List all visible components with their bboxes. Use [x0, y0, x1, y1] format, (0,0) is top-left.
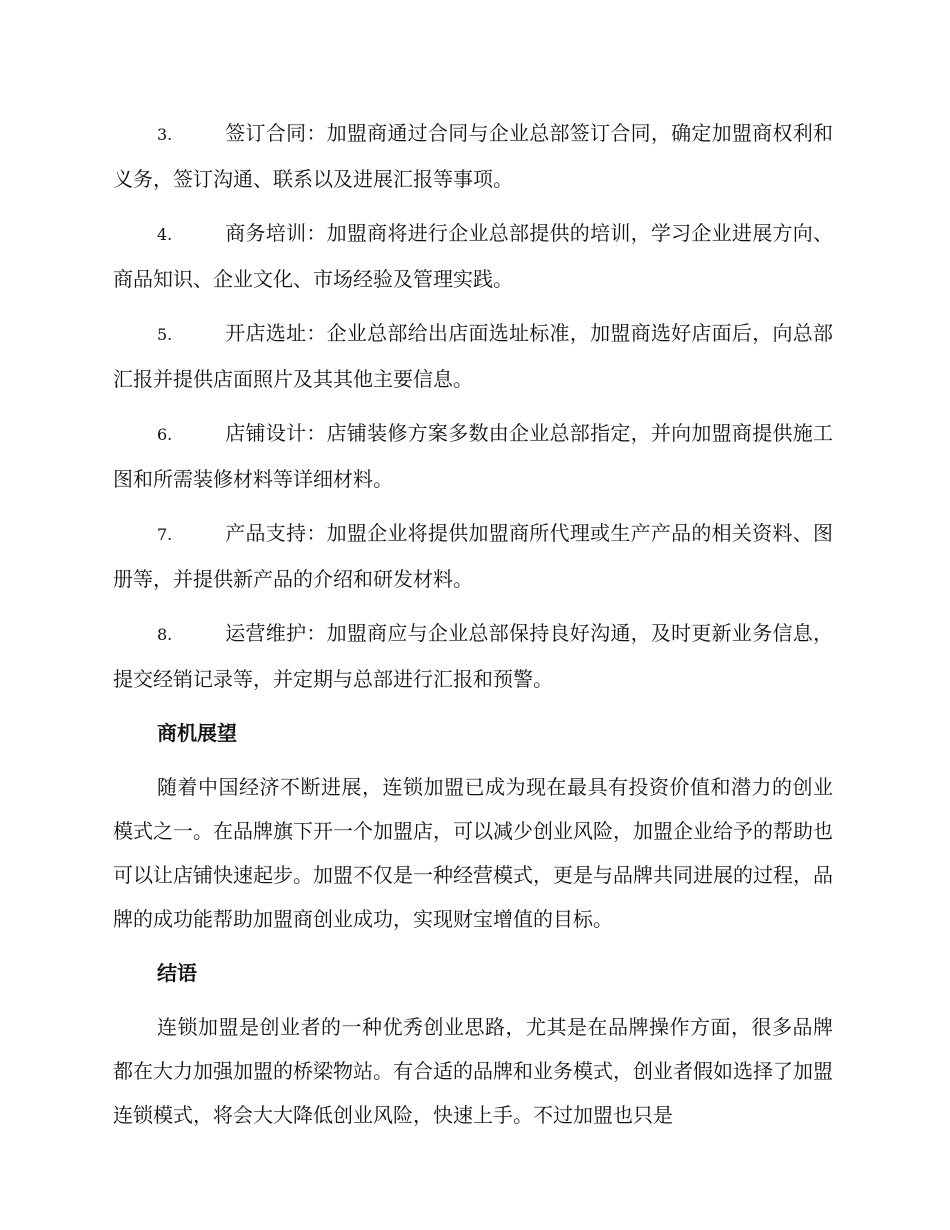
section-heading-conclusion: 结语 — [157, 961, 197, 985]
list-item-text: 运营维护：加盟商应与企业总部保持良好沟通，及时更新业务信息，提交经销记录等，并定期与总部进行汇报和预警。 — [113, 621, 833, 691]
list-item-4 — [113, 211, 833, 301]
list-number: 3. — [157, 125, 173, 144]
list-item-text: 签订合同：加盟商通过合同与企业总部签订合同，确定加盟商权利和义务，签订沟通、联系以及进展汇报等事项。 — [113, 121, 833, 191]
section-heading-outlook: 商机展望 — [157, 721, 237, 745]
list-item-text: 商务培训：加盟商将进行企业总部提供的培训，学习企业进展方向、商品知识、企业文化、市场经验及管理实践。 — [113, 221, 833, 291]
list-item-text: 产品支持：加盟企业将提供加盟商所代理或生产产品的相关资料、图册等，并提供新产品的介绍和研发材料。 — [113, 521, 833, 591]
list-item-text: 店铺设计：店铺装修方案多数由企业总部指定，并向加盟商提供施工图和所需装修材料等详细材料。 — [113, 421, 833, 491]
section-paragraph-outlook: 随着中国经济不断进展，连锁加盟已成为现在最具有投资价值和潜力的创业模式之一。在品牌旗下开一个加盟店，可以减少创业风险，加盟企业给予的帮助也可以让店铺快速起步。加盟不仅是一种经营模式，更是与品牌共同进展的过程，品牌的成功能帮助加盟商创业成功，实现财宝增值的目标。 — [113, 775, 833, 931]
list-item-3 — [113, 111, 833, 201]
list-number: 4. — [157, 225, 173, 244]
list-number: 5. — [157, 325, 173, 344]
list-number: 6. — [157, 425, 173, 444]
list-number: 7. — [157, 525, 173, 544]
document-body — [113, 111, 833, 1147]
list-item-text: 开店选址：企业总部给出店面选址标准，加盟商选好店面后，向总部汇报并提供店面照片及其其他主要信息。 — [113, 321, 833, 391]
list-number: 8. — [157, 625, 173, 644]
list-item-8 — [113, 611, 833, 701]
list-item-7 — [113, 511, 833, 601]
list-item-6 — [113, 411, 833, 501]
list-item-5 — [113, 311, 833, 401]
section-paragraph-conclusion: 连锁加盟是创业者的一种优秀创业思路，尤其是在品牌操作方面，很多品牌都在大力加强加盟的桥梁物站。有合适的品牌和业务模式，创业者假如选择了加盟连锁模式，将会大大降低创业风险，快速上手。不过加盟也只是 — [113, 1015, 833, 1127]
